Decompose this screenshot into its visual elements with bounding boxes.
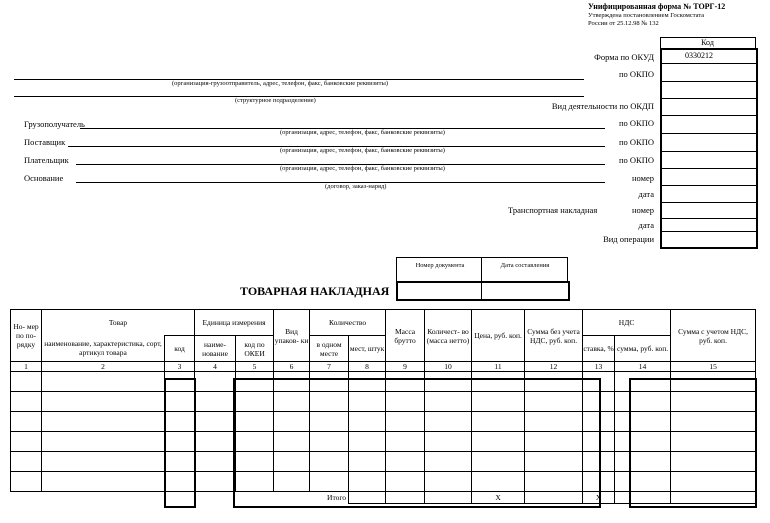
transport-label: Транспортная накладная	[508, 205, 598, 215]
date-label: дата	[638, 189, 654, 199]
col-price: Цена, руб. коп.	[472, 310, 525, 362]
supplier-label: Поставщик	[24, 137, 66, 147]
okpo-label: по ОКПО	[618, 137, 654, 147]
col-number: 3	[165, 362, 195, 372]
basis-label: Основание	[24, 173, 64, 183]
col-unit-name: наиме- нование	[195, 336, 236, 362]
col-qty-one: в одном месте	[310, 336, 349, 362]
col-sum-novat: Сумма без учета НДС, руб. коп.	[525, 310, 583, 362]
doc-header-box	[396, 257, 568, 283]
okdp-label: Вид деятельности по ОКДП	[551, 101, 654, 111]
col-vat: НДС	[583, 310, 671, 336]
col-number: 13	[583, 362, 615, 372]
total-row	[11, 492, 756, 504]
consignee-label: Грузополучатель	[24, 119, 85, 129]
code-divider	[660, 63, 756, 64]
code-divider	[660, 151, 756, 152]
table-row	[11, 432, 756, 452]
approved-line1: Утверждена постановлением Госкомстата	[588, 12, 705, 19]
okpo-label: по ОКПО	[618, 69, 654, 79]
number-label: номер	[631, 205, 654, 215]
number-label: номер	[631, 173, 654, 183]
col-no: Но- мер по по- рядку	[11, 310, 42, 362]
approved-line2: России от 25.12.98 № 132	[588, 20, 659, 27]
code-divider	[660, 115, 756, 116]
division-hint: (структурное подразделение)	[235, 97, 316, 104]
col-number: 14	[615, 362, 671, 372]
col-goods-name: наименование, характеристика, сорт, артикул товара	[42, 336, 165, 362]
table-row	[11, 392, 756, 412]
okpo-label: по ОКПО	[618, 155, 654, 165]
col-pack: Вид упаков- ки	[274, 310, 310, 362]
payer-label: Плательщик	[24, 155, 69, 165]
basis-hint: (договор, заказ-наряд)	[325, 183, 387, 190]
col-number: 2	[42, 362, 165, 372]
col-number: 1	[11, 362, 42, 372]
code-divider	[660, 98, 756, 99]
operation-label: Вид операции	[603, 234, 654, 244]
col-total: Сумма с учетом НДС, руб. коп.	[671, 310, 756, 362]
okpo-label: по ОКПО	[618, 118, 654, 128]
doc-number-label: Номер документа	[415, 262, 465, 269]
col-gross: Масса брутто	[386, 310, 425, 362]
col-number: 5	[236, 362, 274, 372]
code-divider	[660, 168, 756, 169]
payer-hint: (организация, адрес, телефон, факс, банковские реквизиты)	[280, 165, 445, 172]
code-divider	[660, 133, 756, 134]
code-divider	[660, 185, 756, 186]
code-divider	[660, 231, 756, 232]
code-divider	[660, 81, 756, 82]
col-number: 7	[310, 362, 349, 372]
supplier-hint: (организация, адрес, телефон, факс, банковские реквизиты)	[280, 147, 445, 154]
code-divider	[660, 218, 756, 219]
date-label: дата	[638, 220, 654, 230]
doc-date-label: Дата составления	[500, 262, 550, 269]
col-unit: Единица измерения	[195, 310, 274, 336]
shipper-hint: (организация-грузоотправитель, адрес, телефон, факс, банковские реквизиты)	[172, 80, 388, 87]
col-number: 11	[472, 362, 525, 372]
col-number: 10	[425, 362, 472, 372]
col-number: 15	[671, 362, 756, 372]
table-row	[11, 452, 756, 472]
col-goods: Товар	[42, 310, 195, 336]
col-vat-rate: ставка, %	[583, 336, 615, 362]
doc-values-box	[396, 281, 570, 301]
col-goods-code: код	[165, 336, 195, 362]
table-row	[11, 412, 756, 432]
goods-table	[10, 309, 756, 504]
form-name: Унифицированная форма № ТОРГ-12	[588, 2, 726, 11]
table-row	[11, 372, 756, 392]
okud-value: 0330212	[685, 51, 713, 60]
table-row	[11, 472, 756, 492]
col-net: Количест- во (масса нетто)	[425, 310, 472, 362]
okud-label: Форма по ОКУД	[594, 52, 654, 62]
col-qty: Количество	[310, 310, 386, 336]
total-label: Итого	[327, 493, 347, 503]
doc-title: ТОВАРНАЯ НАКЛАДНАЯ	[240, 284, 390, 298]
col-vat-sum: сумма, руб. коп.	[615, 336, 671, 362]
kod-header: Код	[701, 38, 714, 47]
consignee-hint: (организация, адрес, телефон, факс, банковские реквизиты)	[280, 129, 445, 136]
code-divider	[660, 202, 756, 203]
col-number: 6	[274, 362, 310, 372]
col-unit-okei: код по ОКЕИ	[236, 336, 274, 362]
col-number: 9	[386, 362, 425, 372]
col-number: 8	[349, 362, 386, 372]
col-number: 4	[195, 362, 236, 372]
col-qty-places: мест, штук	[349, 336, 386, 362]
col-number: 12	[525, 362, 583, 372]
total-x-mark: X	[583, 492, 615, 504]
total-x-mark: X	[472, 492, 525, 504]
